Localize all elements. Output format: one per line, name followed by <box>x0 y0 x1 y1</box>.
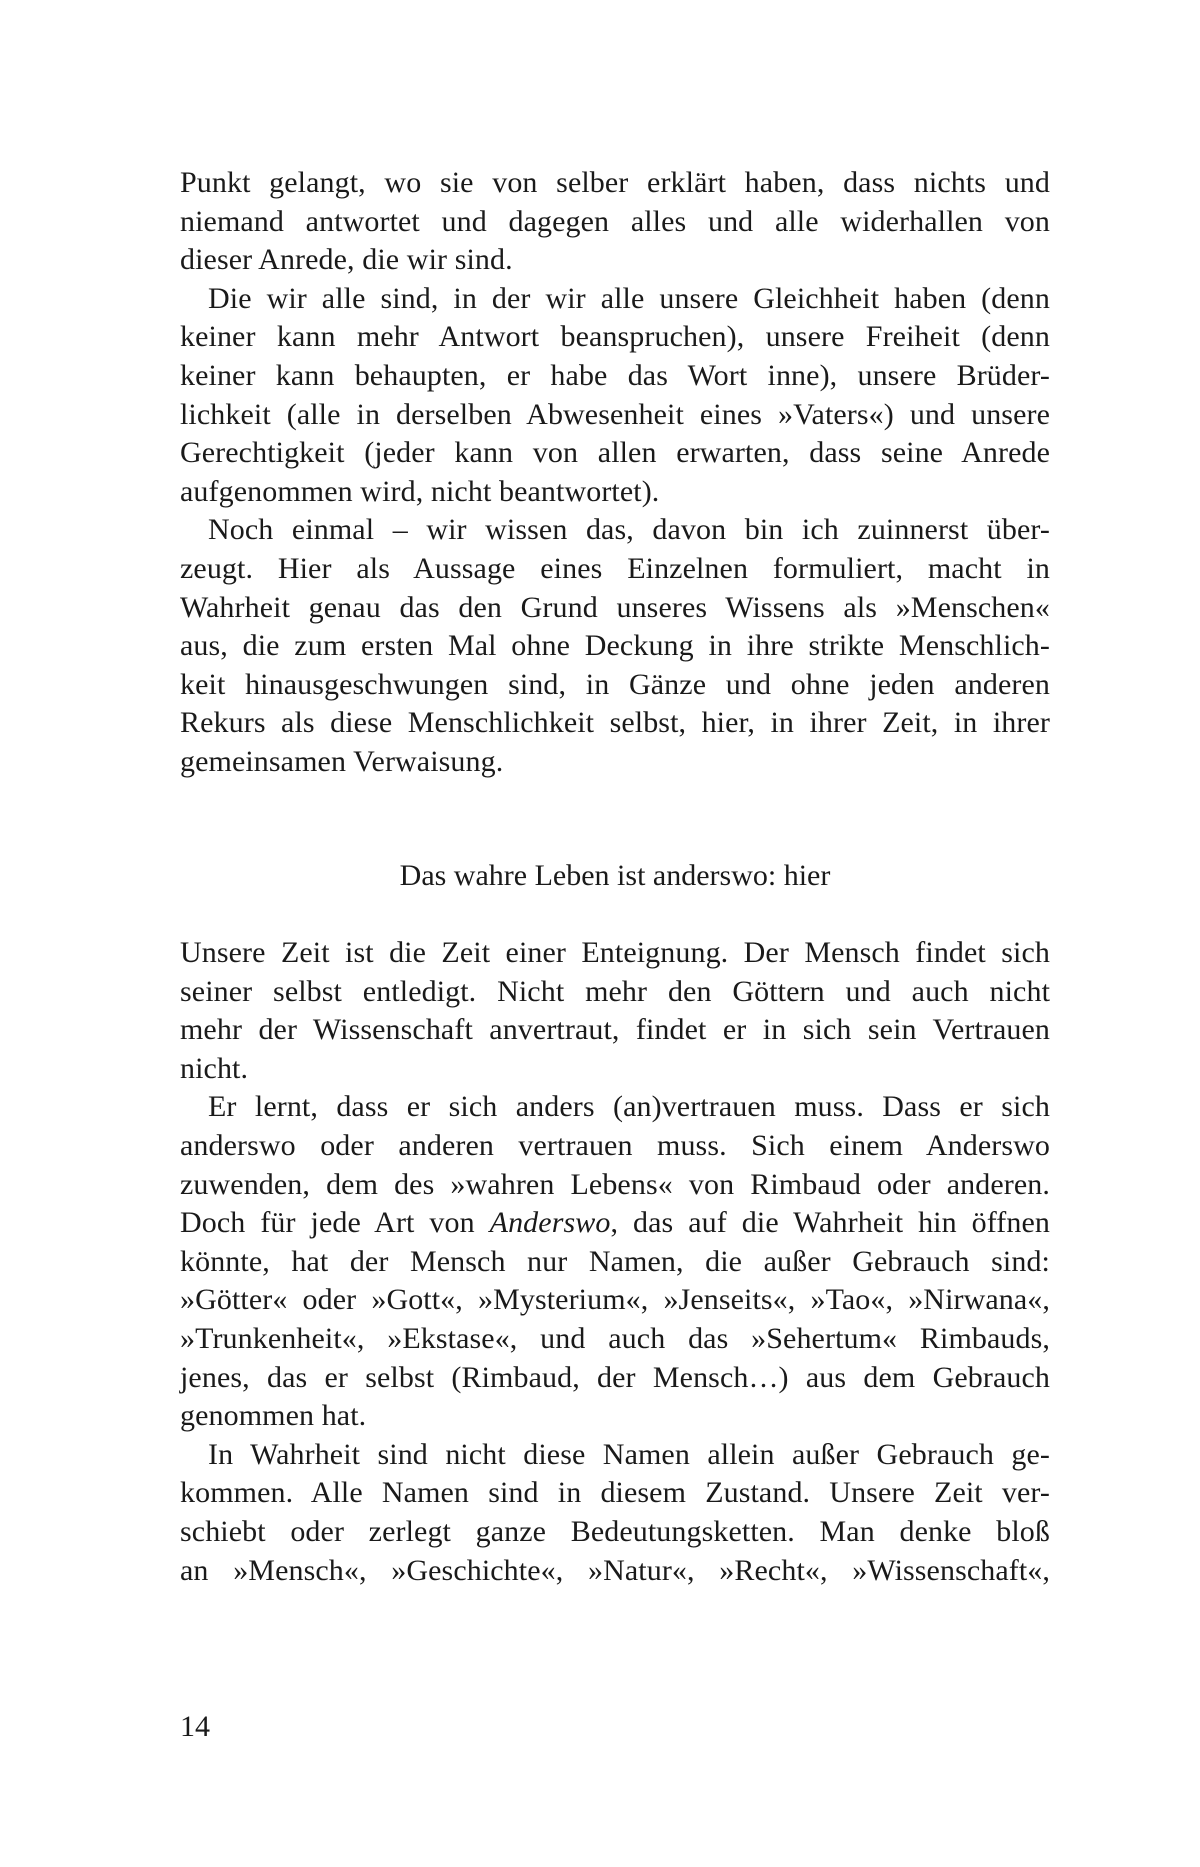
text-line: keiner kann behaupten, er habe das Wort inne), unsere Brüder- <box>180 358 1050 392</box>
text-line: jenes, das er selbst (Rimbaud, der Mensch…) aus dem Gebrauch <box>180 1360 1050 1394</box>
text-line: dieser Anrede, die wir sind. <box>180 243 513 277</box>
text-line: könnte, hat der Mensch nur Namen, die außer Gebrauch sind: <box>180 1244 1050 1278</box>
text-line: anderswo oder anderen vertrauen muss. Sich einem Anderswo <box>180 1128 1050 1162</box>
text-line: Noch einmal – wir wissen das, davon bin ich zuinnerst über- <box>208 513 1050 547</box>
body-text-bottom <box>180 934 1050 1590</box>
text-line: kommen. Alle Namen sind in diesem Zustand. Unsere Zeit ver- <box>180 1476 1050 1510</box>
italic-word: Anderswo <box>489 1206 611 1240</box>
text-line: Die wir alle sind, in der wir alle unsere Gleichheit haben (denn <box>208 281 1050 315</box>
text-line: keit hinausgeschwungen sind, in Gänze und ohne jeden anderen <box>180 667 1050 701</box>
text-line: »Trunkenheit«, »Ekstase«, und auch das »Sehertum« Rimbauds, <box>180 1321 1050 1355</box>
text-line: gemeinsamen Verwaisung. <box>180 744 504 778</box>
text-line: zeugt. Hier als Aussage eines Einzelnen formuliert, macht in <box>180 551 1050 585</box>
text-line: schiebt oder zerlegt ganze Bedeutungsketten. Man denke bloß <box>180 1514 1050 1548</box>
text-line: »Götter« oder »Gott«, »Mysterium«, »Jenseits«, »Tao«, »Nirwana«, <box>180 1283 1050 1317</box>
text-line: aufgenommen wird, nicht beantwortet). <box>180 474 660 508</box>
text-line: zuwenden, dem des »wahren Lebens« von Rimbaud oder anderen. <box>180 1167 1050 1201</box>
text-line: Punkt gelangt, wo sie von selber erklärt haben, dass nichts und <box>180 166 1050 199</box>
text-line: keiner kann mehr Antwort beanspruchen), unsere Freiheit (denn <box>180 320 1050 354</box>
text-line-with-italic <box>180 1204 1050 1243</box>
text-line: Wahrheit genau das den Grund unseres Wissens als »Menschen« <box>180 590 1050 624</box>
text-line: nicht. <box>180 1051 249 1085</box>
text-line: Er lernt, dass er sich anders (an)vertrauen muss. Dass er sich <box>208 1090 1050 1124</box>
page-number: 14 <box>180 1710 210 1743</box>
text-line: niemand antwortet und dagegen alles und alle widerhallen von <box>180 204 1050 238</box>
body-text-top <box>180 164 1050 782</box>
text-line: aus, die zum ersten Mal ohne Deckung in ihre strikte Menschlich- <box>180 629 1050 663</box>
text-fragment: Doch für jede Art von <box>180 1206 490 1240</box>
text-fragment: , das auf die Wahrheit hin öffnen <box>610 1206 1050 1240</box>
section-heading: Das wahre Leben ist anderswo: hier <box>399 859 831 892</box>
text-line: lichkeit (alle in derselben Abwesenheit eines »Vaters«) und unsere <box>180 397 1050 431</box>
text-line: genommen hat. <box>180 1399 367 1433</box>
text-line: Unsere Zeit ist die Zeit einer Enteignung. Der Mensch findet sich <box>180 936 1050 969</box>
text-line: seiner selbst entledigt. Nicht mehr den Göttern und auch nicht <box>180 974 1050 1008</box>
text-line: mehr der Wissenschaft anvertraut, findet er in sich sein Vertrauen <box>180 1013 1050 1047</box>
text-line: Gerechtigkeit (jeder kann von allen erwarten, dass seine Anrede <box>180 436 1050 470</box>
text-line: Rekurs als diese Menschlichkeit selbst, hier, in ihrer Zeit, in ihrer <box>180 706 1050 740</box>
text-line: an »Mensch«, »Geschichte«, »Natur«, »Recht«, »Wissenschaft«, <box>180 1553 1050 1587</box>
text-line: In Wahrheit sind nicht diese Namen allein außer Gebrauch ge- <box>208 1437 1050 1471</box>
